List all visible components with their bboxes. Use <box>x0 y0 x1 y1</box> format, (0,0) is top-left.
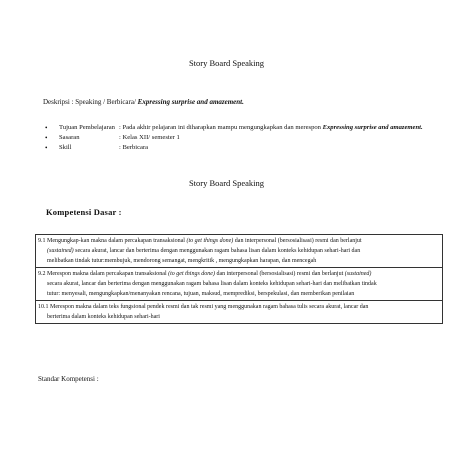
item-value <box>119 124 423 131</box>
item-value: : Kelas XII/ semester 1 <box>119 134 180 141</box>
standar-kompetensi-label: Standar Kompetensi : <box>38 375 99 383</box>
row-line <box>38 269 440 279</box>
row-line: 10.1 Merespon makna dalam teks fungsional pendek resmi dan tak resmi yang menggunakan ragam bahasa tulis secara akurat, lancar dan <box>38 304 369 310</box>
item-value-emphasis: Expressing surprise and amazement. <box>322 124 423 131</box>
description <box>43 98 244 106</box>
row-italic: (sustained) <box>47 248 74 254</box>
list-item <box>45 144 423 154</box>
kompetensi-heading: Kompetensi Dasar : <box>46 207 122 217</box>
item-label: Skill <box>59 144 72 151</box>
row-text: dan interpersonal (bersosialisasi) resmi dan berlanjut <box>214 271 345 277</box>
item-label: Tujuan Pembelajaran <box>59 124 115 131</box>
table-row <box>36 235 442 268</box>
row-italic: (sustained) <box>344 271 372 277</box>
list-item <box>45 134 423 144</box>
row-line: secara akurat, lancar dan berterima dengan menggunakan ragam bahasa lisan dalam konteks kehidupan sehari-hari dan melibatkan tindak <box>47 281 377 287</box>
item-value: : Berbicara <box>119 144 149 151</box>
bullet-icon: • <box>45 134 48 142</box>
objectives-list <box>45 124 423 154</box>
row-italic: (to get things done) <box>168 271 215 277</box>
row-italic: (to get things done) <box>186 238 234 244</box>
table-row <box>36 301 442 323</box>
bullet-icon: • <box>45 144 48 152</box>
kompetensi-table <box>35 234 443 324</box>
description-emphasis: Expressing surprise and amazement. <box>137 98 244 106</box>
row-text: secara akurat, lancar dan berterima dengan menggunakan ragam bahasa lisan dalam konteks kehidupan sehari-hari dan <box>73 248 361 254</box>
bullet-icon: • <box>45 124 48 132</box>
row-text: 9.1 Mengungkap-kan makna dalam percakapan transaksional <box>38 238 187 244</box>
row-text: 9.2 Merespon makna dalam percakapan transaksional <box>38 271 169 277</box>
section-title: Story Board Speaking <box>188 178 265 188</box>
row-line: tutur: menyesali, mengungkapkan/menanyakan rencana, tujuan, maksud, memprediksi, berspekulasi, dan memberikan penilaian <box>47 291 355 297</box>
item-value-text: : Pada akhir pelajaran ini diharapkan mampu mengungkapkan dan merespon <box>119 124 323 131</box>
item-label: Sasaran <box>59 134 80 141</box>
row-text: dan interpersonal (bersosialisasi) resmi dan berlanjut <box>233 238 362 244</box>
description-prefix: Deskripsi : Speaking / Berbicara/ <box>43 98 138 106</box>
page-title: Story Board Speaking <box>188 58 265 68</box>
row-line: berterima dalam konteks kehidupan sehari-hari <box>47 314 160 320</box>
row-line <box>38 236 440 246</box>
row-line <box>38 246 440 256</box>
table-row <box>36 268 442 301</box>
row-line: melibatkan tindak tutur:membujuk, mendorong semangat, mengkritik , mengungkapkan harapan, dan mencegah <box>47 258 317 264</box>
list-item <box>45 124 423 134</box>
